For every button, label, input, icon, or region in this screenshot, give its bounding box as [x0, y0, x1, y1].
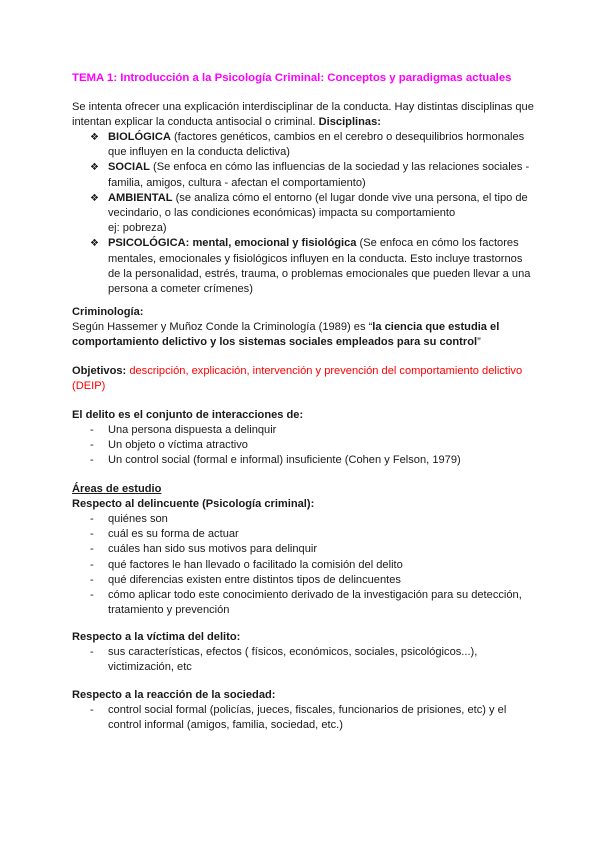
list-item-text: Un objeto o víctima atractivo — [108, 439, 248, 452]
disciplina-name: PSICOLÓGICA: mental, emocional y fisiológica — [108, 237, 357, 250]
disciplina-name: SOCIAL — [108, 161, 150, 174]
criminologia-pre: Según Hassemer y Muñoz Conde la Criminología (1989) es “ — [72, 321, 373, 333]
dash-bullet: - — [90, 454, 94, 467]
list-item-text: cuáles han sido sus motivos para delinquir — [108, 543, 318, 556]
disciplina-desc: (Se enfoca en cómo las influencias de la sociedad y las relaciones sociales - familia, amigos, cultura - afectan el comportamiento) — [108, 161, 530, 189]
diamond-bullet-icon: ❖ — [90, 192, 99, 204]
list-item-text: cómo aplicar todo este conocimiento derivado de la investigación para su detección, tratamiento y prevención — [108, 589, 522, 617]
criminologia-paragraph — [72, 320, 534, 350]
dash-bullet: - — [90, 528, 94, 541]
list-item-text: quiénes son — [108, 513, 168, 525]
list-item — [72, 236, 534, 297]
page-title: TEMA 1: Introducción a la Psicología Criminal: Conceptos y paradigmas actuales — [72, 72, 512, 84]
delincuente-list — [72, 512, 534, 618]
victima-list — [72, 645, 534, 675]
disciplina-desc: (Se enfoca en cómo los factores mentales, emocionales y fisiológicos influyen en la conducta. Esto incluye trastornos de la personalidad, estrés, trauma, o problemas emocionales que pueden llevar a una persona a cometer crímenes) — [108, 237, 531, 296]
areas-heading: Áreas de estudio — [72, 483, 162, 495]
dash-bullet: - — [90, 513, 94, 525]
dash-bullet: - — [90, 558, 94, 571]
objetivos-text: descripción, explicación, intervención y prevención del comportamiento delictivo (DEIP) — [72, 365, 523, 393]
list-item — [72, 191, 534, 237]
list-item-text: qué factores le han llevado o facilitado la comisión del delito — [108, 558, 403, 571]
dash-bullet: - — [90, 704, 94, 716]
dash-bullet: - — [90, 589, 94, 602]
victima-heading: Respecto a la víctima del delito: — [72, 631, 241, 643]
intro-text: Se intenta ofrecer una explicación interdisciplinar de la conducta. Hay distintas disciplinas que intentan explicar la conducta antisocial o criminal. — [72, 101, 534, 129]
diamond-bullet-icon: ❖ — [90, 238, 99, 250]
diamond-bullet-icon: ❖ — [90, 162, 99, 174]
disciplinas-label: Disciplinas: — [318, 116, 381, 129]
criminologia-heading: Criminología: — [72, 306, 144, 318]
list-item — [72, 512, 534, 527]
delito-heading: El delito es el conjunto de interacciones de: — [72, 409, 304, 421]
list-item — [72, 453, 534, 468]
dash-bullet: - — [90, 646, 94, 658]
delincuente-heading: Respecto al delincuente (Psicología criminal): — [72, 498, 315, 510]
list-item-text: Una persona dispuesta a delinquir — [108, 424, 277, 436]
list-item — [72, 703, 534, 733]
sociedad-list — [72, 703, 534, 733]
disciplina-name: BIOLÓGICA — [108, 131, 171, 143]
list-item — [72, 527, 534, 542]
intro-paragraph — [72, 100, 534, 130]
dash-bullet: - — [90, 573, 94, 586]
criminologia-post: ” — [477, 336, 481, 349]
objetivos-label: Objetivos: — [72, 365, 127, 377]
delito-list — [72, 423, 534, 469]
list-item-text: Un control social (formal e informal) insuficiente (Cohen y Felson, 1979) — [108, 454, 461, 467]
diamond-bullet-icon: ❖ — [90, 132, 99, 143]
objetivos-paragraph — [72, 364, 534, 394]
disciplinas-list — [72, 130, 534, 297]
list-item — [72, 160, 534, 190]
disciplina-desc: (se analiza cómo el entorno (el lugar donde vive una persona, el tipo de vecindario, o las condiciones económicas) impacta su comportamiento — [108, 191, 528, 220]
dash-bullet: - — [90, 543, 94, 556]
disciplina-name: AMBIENTAL — [108, 191, 173, 204]
list-item-text: sus características, efectos ( físicos, económicos, sociales, psicológicos...), victimización, etc — [108, 646, 478, 674]
list-item — [72, 573, 534, 588]
dash-bullet: - — [90, 424, 94, 436]
list-item — [72, 438, 534, 453]
list-item-text: qué diferencias existen entre distintos tipos de delincuentes — [108, 573, 401, 586]
list-item — [72, 558, 534, 573]
criminologia-definition: la ciencia que estudia el comportamiento delictivo y los sistemas sociales empleados para su control — [72, 321, 500, 349]
list-item — [72, 130, 534, 160]
sociedad-heading: Respecto a la reacción de la sociedad: — [72, 689, 276, 701]
list-item-text: cuál es su forma de actuar — [108, 528, 239, 541]
list-item-text: control social formal (policías, jueces, fiscales, funcionarios de prisiones, etc) y el control informal (amigos, familia, sociedad, etc.) — [108, 704, 507, 732]
list-item — [72, 588, 534, 618]
list-item — [72, 423, 534, 438]
list-item — [72, 542, 534, 557]
list-item — [72, 645, 534, 675]
disciplina-extra: ej: pobreza) — [108, 222, 167, 235]
disciplina-desc: (factores genéticos, cambios en el cerebro o desequilibrios hormonales que influyen en la conducta delictiva) — [108, 131, 525, 159]
dash-bullet: - — [90, 439, 94, 452]
